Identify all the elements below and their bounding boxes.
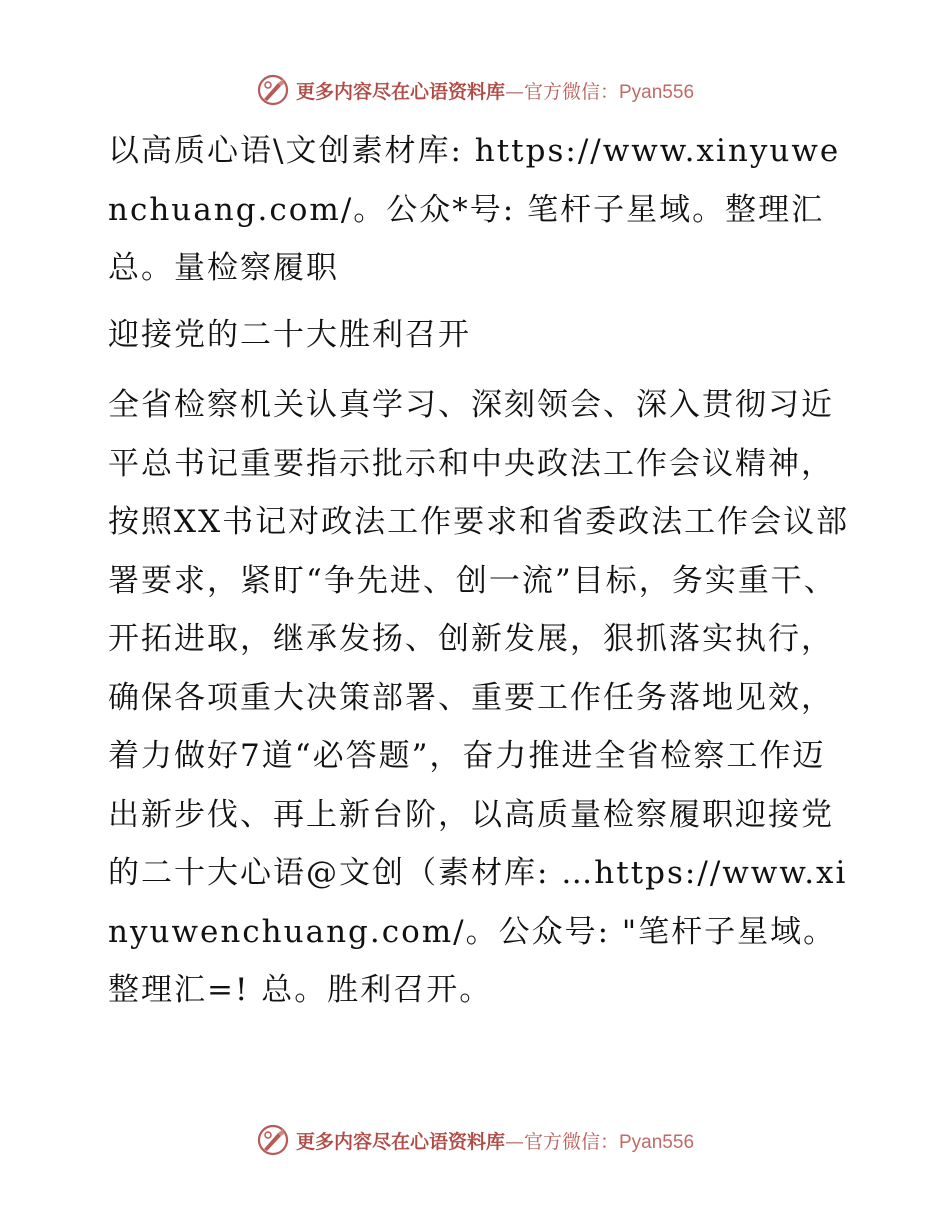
watermark-wechat-handle: Pyan556 (619, 1131, 695, 1153)
watermark-text (296, 77, 694, 104)
footer-watermark-banner (0, 1120, 950, 1160)
watermark-title: 更多内容尽在心语资料库 (295, 1130, 505, 1153)
watermark-text (296, 1127, 694, 1154)
watermark-wechat-label: 官方微信： (523, 80, 619, 103)
section-heading: 迎接党的二十大胜利召开 (108, 316, 471, 353)
watermark-wechat-handle: Pyan556 (619, 81, 695, 103)
watermark-wechat-label: 官方微信： (523, 1130, 619, 1153)
quill-pen-logo-icon (256, 1123, 290, 1157)
watermark-dash: — (504, 80, 524, 103)
document-body (96, 122, 856, 1020)
watermark-dash: — (504, 1130, 524, 1153)
header-watermark-banner (0, 70, 950, 110)
paragraph-intro: 以高质心语\文创素材库: https://www.xinyuwenchuang.com/。公众*号: 笔杆子星域。整理汇总。量检察履职 (108, 133, 841, 286)
watermark-title: 更多内容尽在心语资料库 (295, 80, 505, 103)
quill-pen-logo-icon (256, 73, 290, 107)
paragraph-main: 全省检察机关认真学习、深刻领会、深入贯彻习近平总书记重要指示批示和中央政法工作会议精神，按照XX书记对政法工作要求和省委政法工作会议部署要求，紧盯“争先进、创一流”目标，务实重干、开拓进取，继承发扬、创新发展，狠抓落实执行，确保各项重大决策部署、重要工作任务落地见效，着力做好7道“必答题”，奋力推进全省检察工作迈出新步伐、再上新台阶，以高质量检察履职迎接党的二十大心语@文创（素材库: …https://www.xinyuwenchuang.com/。公众号: "笔杆子星域。整理汇=! 总。胜利召开。 (108, 387, 850, 1008)
